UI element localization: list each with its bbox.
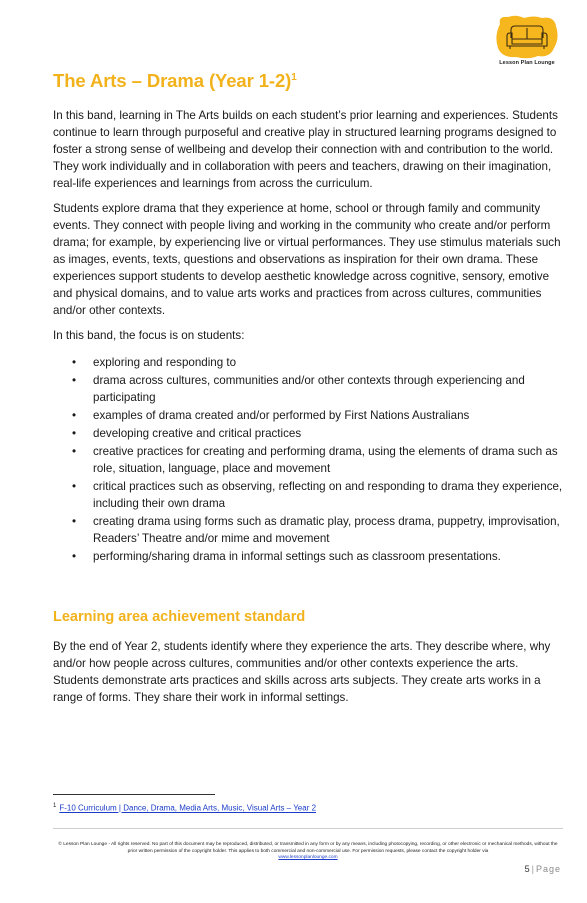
bullet-icon: • — [72, 550, 77, 563]
footnote-divider — [53, 794, 215, 795]
bullet-icon: • — [72, 427, 77, 440]
list-item-text: examples of drama created and/or performed by First Nations Australians — [93, 409, 470, 422]
list-item — [53, 425, 565, 442]
list-item-text: exploring and responding to — [93, 356, 237, 369]
footnote — [53, 803, 316, 813]
page-title-text: The Arts – Drama (Year 1-2) — [53, 70, 292, 91]
list-item-text: developing creative and critical practices — [93, 427, 302, 440]
bullet-icon: • — [72, 480, 77, 493]
list-item-text: critical practices such as observing, reflecting on and responding to drama they experience, including their own drama — [93, 480, 563, 510]
footnote-marker: 1 — [53, 803, 57, 809]
list-item — [53, 443, 565, 477]
achievement-text: By the end of Year 2, students identify where they experience the arts. They describe where, why and/or how people across cultures, communities and/or other contexts experience the arts. Students demonstrate arts practices and skills across arts subjects. They create arts works in a range of forms. They share their work in informal settings. — [53, 640, 551, 704]
list-item-text: creating drama using forms such as dramatic play, process drama, puppetry, improvisation, Readers’ Theatre and/or mime and movement — [93, 515, 560, 545]
copyright-notice — [53, 842, 563, 862]
title-footnote-marker[interactable]: 1 — [291, 71, 297, 83]
bullet-icon: • — [72, 374, 77, 387]
bullet-icon: • — [72, 515, 77, 528]
lesson-plan-lounge-logo — [494, 14, 560, 74]
copyright-text: © Lesson Plan Lounge - All rights reserved. No part of this document may be reproduced, distributed, or transmitted in any form or by any means, including photocopying, recording, or other electronic or mechanical methods, without the prior written permission of the copyright holder. This applies to both commercial and non-commercial use. For permission requests, please contact the copyright holder via — [58, 842, 558, 854]
couch-logo-icon — [494, 14, 560, 60]
page-separator: | — [531, 864, 534, 874]
bullet-icon: • — [72, 409, 77, 422]
footnote-link[interactable]: F-10 Curriculum | Dance, Drama, Media Arts, Music, Visual Arts – Year 2 — [59, 803, 317, 813]
list-item — [53, 513, 565, 547]
bullet-icon: • — [72, 356, 77, 369]
intro-paragraph-1: In this band, learning in The Arts builds on each student’s prior learning and experiences. Students continue to learn through purposeful and creative play in structured learning programs designed to foster a strong sense of wellbeing and develop their connection with and contribution to the world. They work individually and in collaboration with peers and teachers, drawing on their imagination, real-life experiences and learnings from across the curriculum. — [53, 109, 558, 190]
page-number-value: 5 — [524, 864, 530, 874]
page-number — [525, 864, 561, 874]
list-item — [53, 548, 565, 565]
list-item — [53, 354, 565, 371]
page-label: Page — [535, 864, 561, 874]
intro-paragraph-2: Students explore drama that they experience at home, school or through family and community events. They connect with people living and working in the community who create and/or perform drama; for example, by experiencing live or virtual performances. They use stimulus materials such as images, events, texts, questions and observations as inspiration for their own drama. These experiences support students to develop aesthetic knowledge across cognitive, sensory, emotive and physical domains, and to value arts works and practices from across cultures, communities and/or other contexts. — [53, 202, 561, 317]
copyright-url-link[interactable]: www.lessonplanlounge.com — [278, 855, 338, 860]
list-item-text: drama across cultures, communities and/or other contexts through experiencing and participating — [93, 374, 525, 404]
list-item — [53, 372, 565, 406]
page-title — [53, 70, 297, 92]
focus-lead-in: In this band, the focus is on students: — [53, 329, 245, 342]
footer-divider — [53, 828, 563, 829]
bullet-icon: • — [72, 445, 77, 458]
list-item-text: creative practices for creating and performing drama, using the elements of drama such as role, situation, language, place and movement — [93, 445, 558, 475]
achievement-heading: Learning area achievement standard — [53, 609, 306, 625]
list-item — [53, 478, 565, 512]
list-item — [53, 407, 565, 424]
focus-list — [53, 354, 565, 565]
intro-section — [53, 107, 565, 566]
logo-text: Lesson Plan Lounge — [499, 60, 555, 66]
list-item-text: performing/sharing drama in informal settings such as classroom presentations. — [93, 550, 501, 563]
